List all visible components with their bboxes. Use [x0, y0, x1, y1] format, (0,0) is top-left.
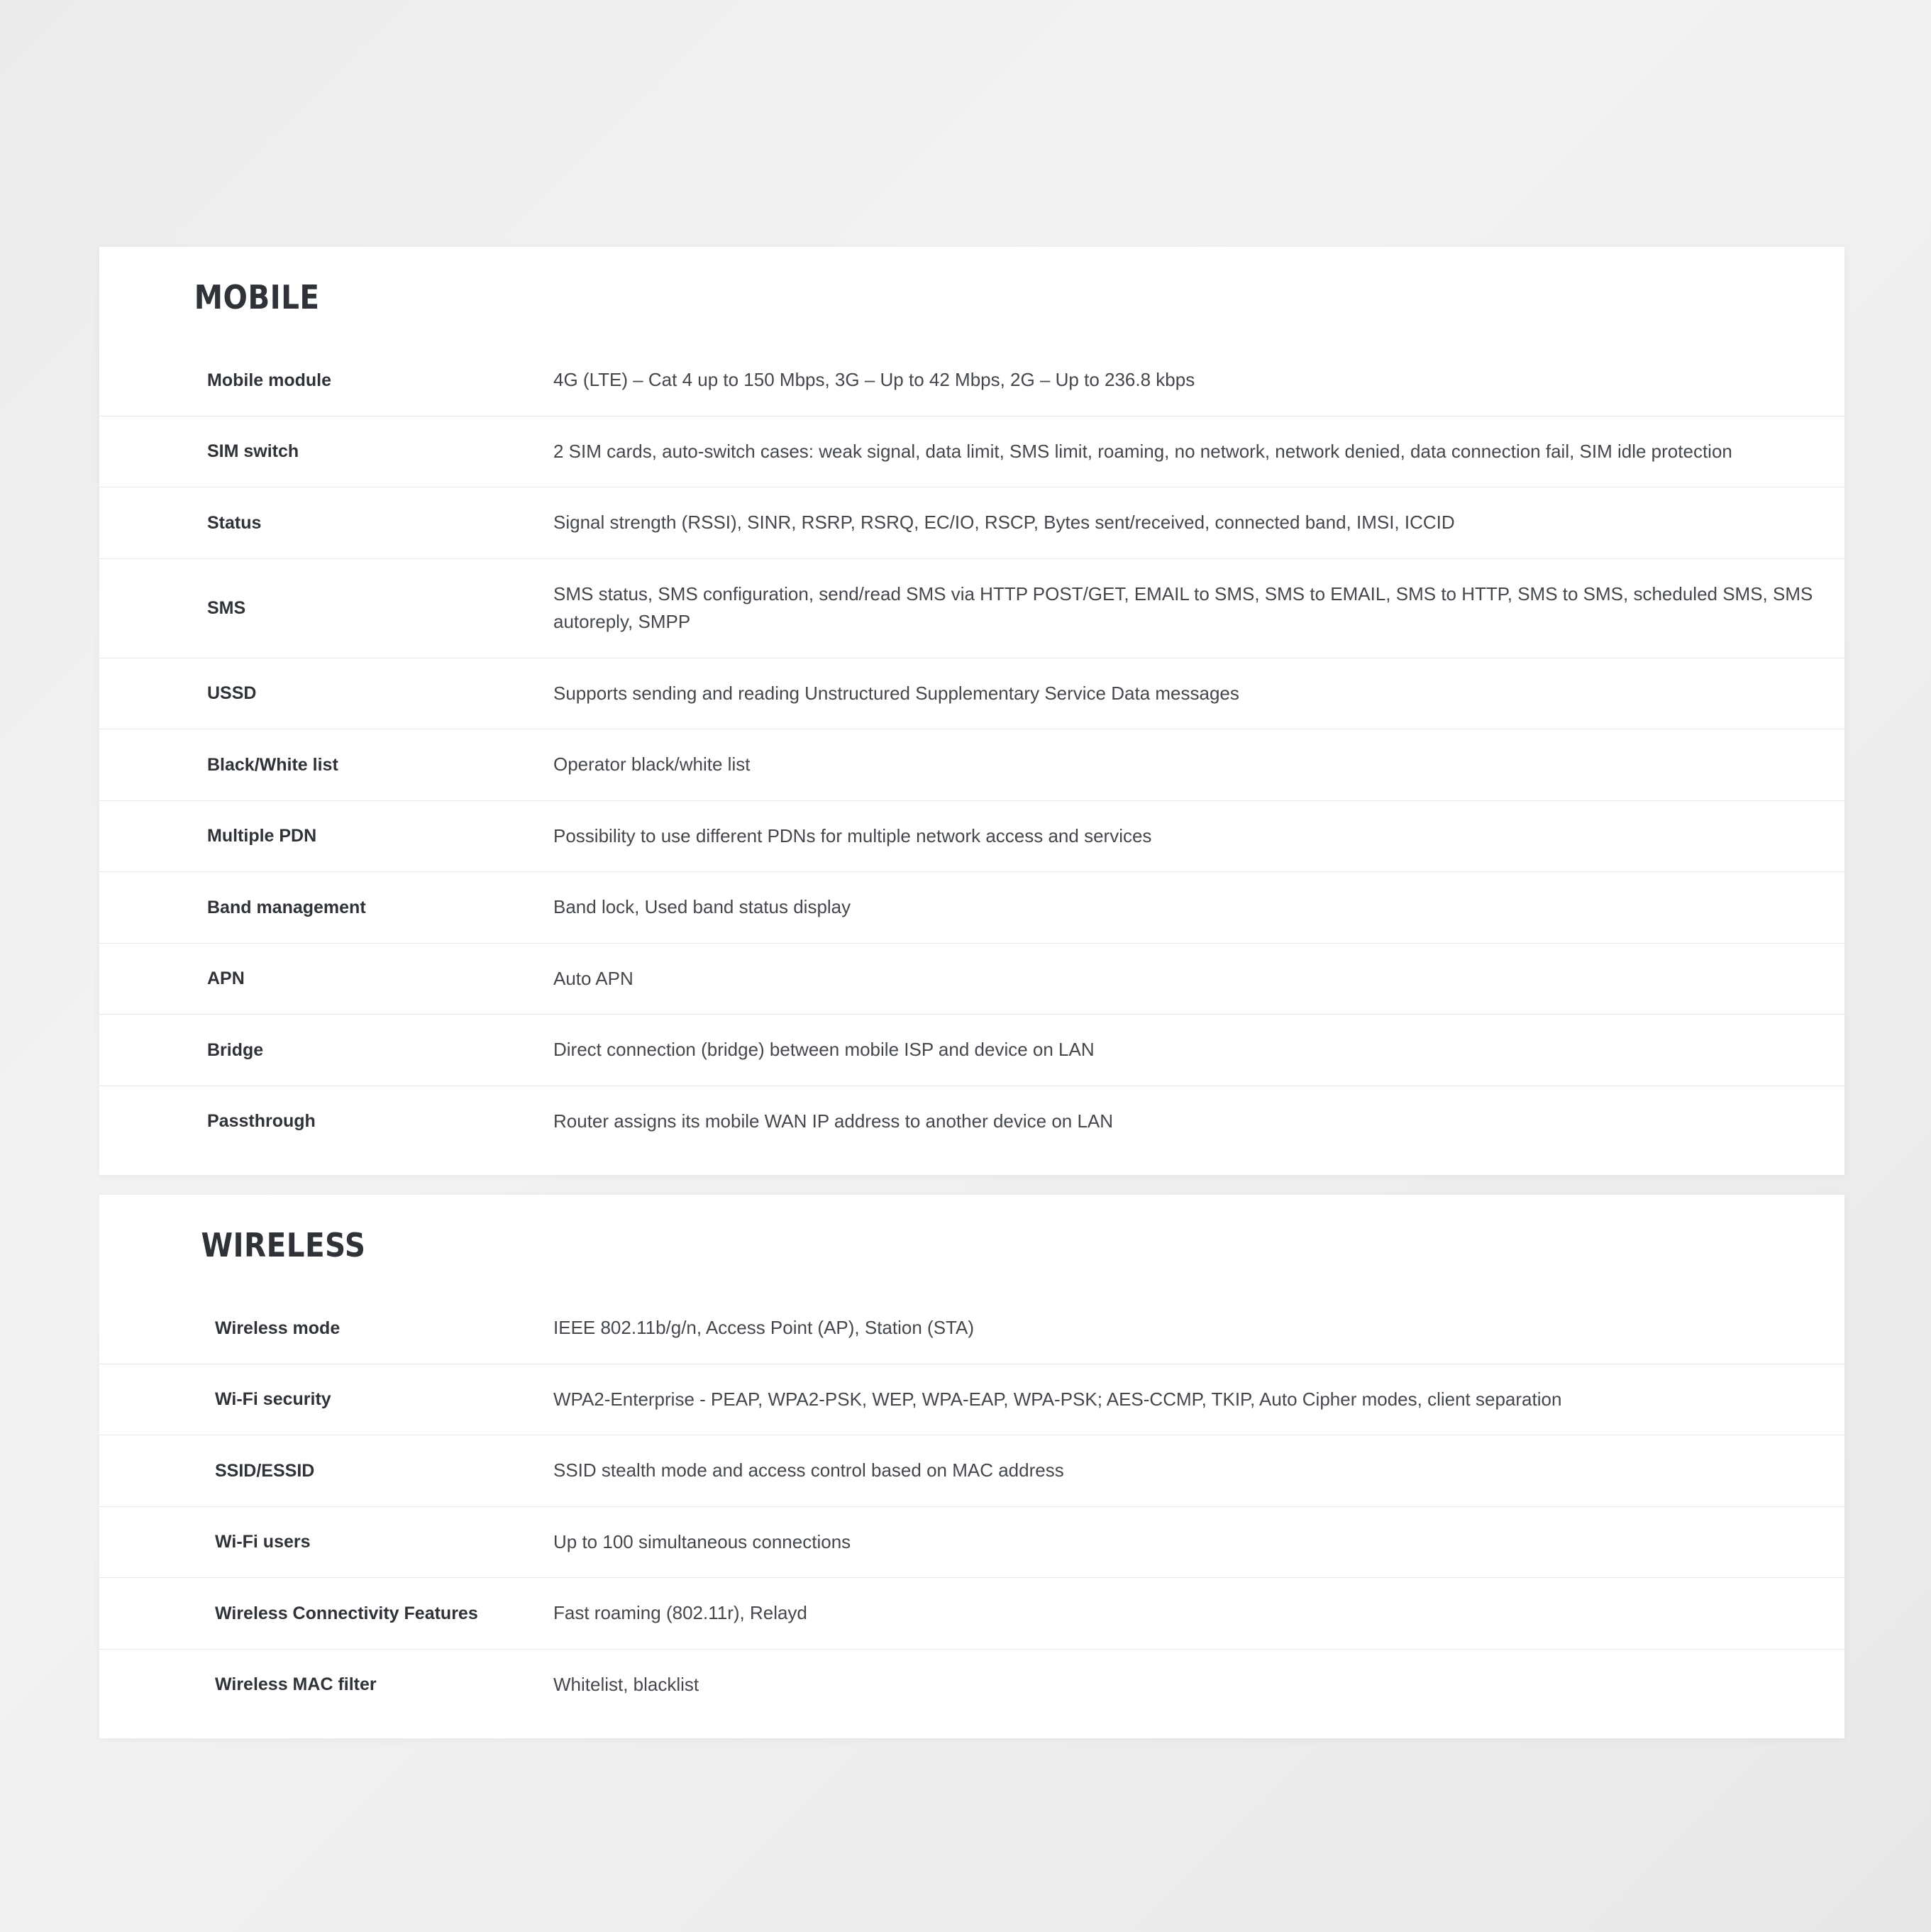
- spec-label: Band management: [207, 897, 366, 917]
- spec-label: Wireless mode: [215, 1318, 341, 1338]
- table-row: [99, 1364, 1844, 1435]
- table-row: [99, 487, 1844, 559]
- spec-label: Wireless MAC filter: [215, 1674, 377, 1695]
- spec-value: Operator black/white list: [553, 754, 751, 775]
- mobile-spec-table: [99, 345, 1844, 1157]
- table-row: [99, 1435, 1844, 1507]
- spec-label: Wireless Connectivity Features: [215, 1603, 478, 1623]
- table-row: [99, 658, 1844, 729]
- spec-label: Status: [207, 512, 262, 533]
- table-row: [99, 1578, 1844, 1650]
- spec-label: SIM switch: [207, 441, 299, 462]
- spec-value: Possibility to use different PDNs for multiple network access and services: [553, 824, 1152, 846]
- table-row: [99, 943, 1844, 1015]
- spec-value: 4G (LTE) – Cat 4 up to 150 Mbps, 3G – Up to 42 Mbps, 2G – Up to 236.8 kbps: [553, 369, 1195, 390]
- spec-label: Bridge: [207, 1039, 264, 1060]
- table-row: [99, 872, 1844, 944]
- spec-label: Wi-Fi users: [215, 1532, 311, 1552]
- table-row: [99, 729, 1844, 801]
- spec-value: Up to 100 simultaneous connections: [553, 1530, 851, 1552]
- specifications-page: [99, 247, 1844, 1738]
- spec-value: Supports sending and reading Unstructured Supplementary Service Data messages: [553, 682, 1239, 704]
- table-row: [99, 1506, 1844, 1578]
- spec-label: Mobile module: [207, 370, 331, 390]
- table-row: [99, 1293, 1844, 1364]
- spec-value: Auto APN: [553, 967, 633, 989]
- table-row: [99, 345, 1844, 416]
- spec-value: 2 SIM cards, auto-switch cases: weak signal, data limit, SMS limit, roaming, no network, network denied, data connection fail, SIM idle protection: [553, 440, 1732, 462]
- spec-value: Whitelist, blacklist: [553, 1673, 699, 1695]
- spec-label: Wi-Fi security: [215, 1389, 331, 1410]
- spec-label: APN: [207, 968, 245, 989]
- spec-value: Signal strength (RSSI), SINR, RSRP, RSRQ, EC/IO, RSCP, Bytes sent/received, connected band, IMSI, ICCID: [553, 512, 1455, 534]
- table-row: [99, 1015, 1844, 1086]
- table-row: [99, 558, 1844, 658]
- wireless-specifications-card: [99, 1195, 1844, 1738]
- spec-value: Direct connection (bridge) between mobile ISP and device on LAN: [553, 1039, 1095, 1061]
- section-title-wireless: WIRELESS: [201, 1226, 366, 1265]
- spec-label: USSD: [207, 683, 257, 704]
- table-row: [99, 416, 1844, 487]
- table-row: [99, 1086, 1844, 1157]
- spec-value: Band lock, Used band status display: [553, 896, 851, 918]
- spec-value: Router assigns its mobile WAN IP address to another device on LAN: [553, 1110, 1114, 1132]
- spec-label: SMS: [207, 597, 246, 618]
- spec-value: SSID stealth mode and access control based on MAC address: [553, 1459, 1064, 1481]
- spec-value: WPA2-Enterprise - PEAP, WPA2-PSK, WEP, WPA-EAP, WPA-PSK; AES-CCMP, TKIP, Auto Cipher modes, client separation: [553, 1388, 1562, 1410]
- spec-label: SSID/ESSID: [215, 1460, 315, 1481]
- table-row: [99, 800, 1844, 872]
- table-row: [99, 1649, 1844, 1720]
- spec-label: Passthrough: [207, 1111, 316, 1132]
- section-title-mobile: MOBILE: [194, 278, 320, 316]
- mobile-specifications-card: [99, 247, 1844, 1175]
- spec-label: Black/White list: [207, 754, 338, 775]
- spec-value: IEEE 802.11b/g/n, Access Point (AP), Station (STA): [553, 1317, 974, 1339]
- spec-value: Fast roaming (802.11r), Relayd: [553, 1602, 807, 1624]
- spec-label: Multiple PDN: [207, 826, 317, 846]
- spec-value: SMS status, SMS configuration, send/read SMS via HTTP POST/GET, EMAIL to SMS, SMS to EMAIL, SMS to HTTP, SMS to SMS, scheduled SMS, SMS autoreply, SMPP: [553, 583, 1813, 633]
- wireless-spec-table: [99, 1293, 1844, 1720]
